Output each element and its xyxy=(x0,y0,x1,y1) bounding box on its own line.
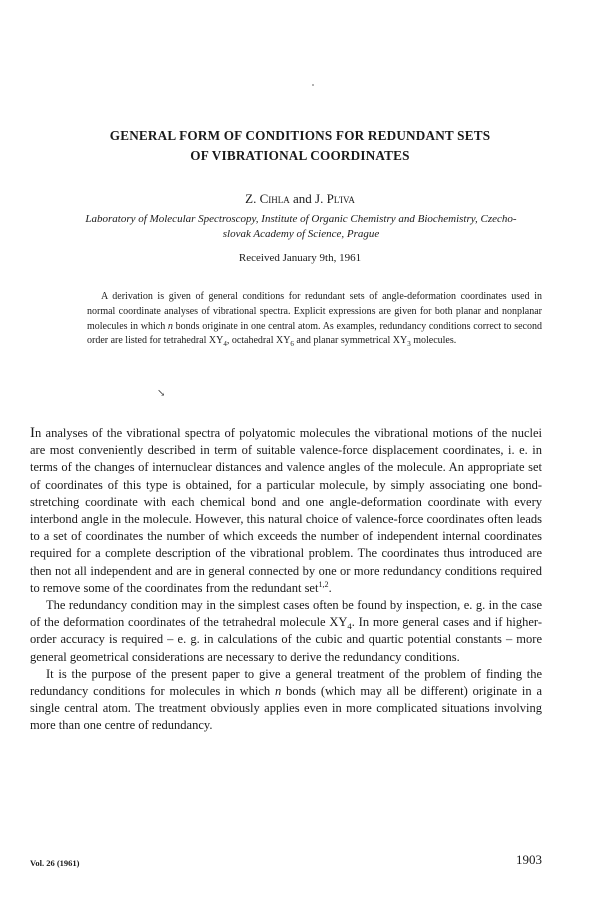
author-2-first-letter: P xyxy=(326,191,334,206)
authors xyxy=(40,191,560,207)
stray-mark: ↘ xyxy=(157,388,166,399)
abstract-n: n xyxy=(167,320,173,332)
author-2-initial: J. xyxy=(315,191,327,206)
title-line-1: GENERAL FORM OF CONDITIONS FOR REDUNDANT SETS xyxy=(109,128,491,143)
affiliation-line-1: Laboratory of Molecular Spectroscopy, Institute of Organic Chemistry and Biochemistry, Czecho- xyxy=(85,213,517,225)
page-number: 1903 xyxy=(516,852,542,867)
abstract-text-2: bonds originate in one central atom. As examples, redundancy conditions correct to second order are listed for tetrahedral XY xyxy=(87,320,542,347)
author-2-rest: lίva xyxy=(333,191,355,206)
body-text xyxy=(30,425,542,735)
affiliation xyxy=(30,212,572,242)
abstract-text-1: A derivation is given of general conditions for redundant sets of angle-deformation coordinates used in normal coordinate analyses of vibrational spectra. Explicit expressions are given for both planar and nonplanar molecules in which xyxy=(87,291,542,332)
abstract-text-5: molecules. xyxy=(410,335,457,347)
author-1-first-letter: C xyxy=(259,191,269,206)
authors-and: and xyxy=(289,191,316,206)
affiliation-line-2: slovak Academy of Science, Prague xyxy=(222,228,380,240)
paragraph-3 xyxy=(30,666,542,735)
article-title xyxy=(40,126,560,166)
abstract-sub-3: 3 xyxy=(407,340,411,349)
paragraph-3-text-b: bonds (which may all be different) originate in a single central atom. The treatment obviously applies even in more complicated situations involving more than one centre of redundancy. xyxy=(30,684,542,733)
author-1-initial: Z. xyxy=(245,191,260,206)
paragraph-2-sub: 4 xyxy=(347,621,352,632)
paragraph-2-text-b: . In more general cases and if higher-order accuracy is required – e. g. in calculations of the cubic and quartic potential constants – more general geometrical considerations are necessary to derive the redundancy conditions. xyxy=(30,615,542,664)
paragraph-1-text: n analyses of the vibrational spectra of polyatomic molecules the vibrational motions of the nuclei are most conveniently described in term of suitable valence-force displacement coordinates, i. e. in terms of the changes of internuclear distances and valence angles of the molecule. An appropriate set of coordinates of this type is obtained, for a particular molecule, by simply associating one bond-stretching coordinate with each chemical bond and one angle-deformation coordinate with every interbond angle in the molecule. However, this natural choice of valence-force coordinates often leads to a set of coordinates the number of which exceeds the number of independent internal coordinates required for a complete description of the vibrational problem. The coordinates thus introduced are then not all independent and are in general connected by one or more redundancy conditions required to remove some of the coordinates from the redundant set xyxy=(30,426,542,595)
paragraph-3-n: n xyxy=(275,684,282,699)
paragraph-1-end: . xyxy=(328,580,332,595)
title-line-2: OF VIBRATIONAL COORDINATES xyxy=(190,148,410,163)
citation-1-2: 1,2 xyxy=(318,579,329,589)
journal-volume: Vol. 26 (1961) xyxy=(30,858,80,868)
abstract-sub-1: 4 xyxy=(223,340,227,349)
paragraph-1 xyxy=(30,425,542,597)
abstract-text-3: , octahedral XY xyxy=(226,335,291,347)
author-1-rest: ihla xyxy=(268,191,290,206)
abstract-text-4: and planar symmetrical XY xyxy=(293,335,408,347)
paragraph-3-text-a: It is the purpose of the present paper to give a general treatment of the problem of finding the redundancy conditions for molecules in which xyxy=(30,666,542,699)
drop-cap: I xyxy=(30,425,35,441)
received-date: Received January 9th, 1961 xyxy=(238,252,362,264)
paragraph-2-text-a: The redundancy condition may in the simplest cases often be found by inspection, e. g. in the case of the deformation coordinates of the tetrahedral molecule XY xyxy=(30,598,542,630)
speck-mark xyxy=(312,84,314,86)
abstract xyxy=(87,290,542,349)
abstract-sub-2: 6 xyxy=(290,340,294,349)
paragraph-2 xyxy=(30,597,542,666)
